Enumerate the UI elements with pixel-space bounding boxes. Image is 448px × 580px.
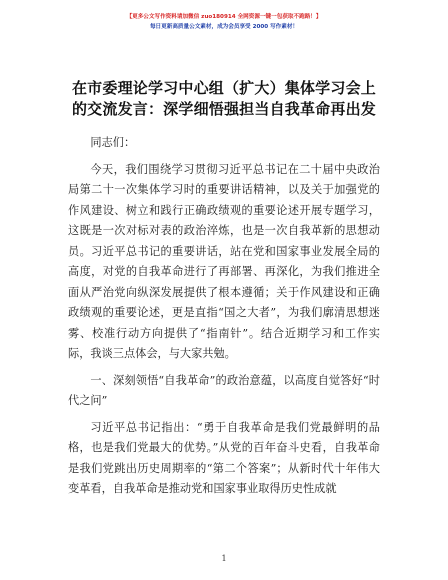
- greeting: 同志们：: [90, 136, 136, 149]
- document-body: [68, 133, 380, 506]
- promo-banner-line2: 每日更新高质量公文素材，成为会员享受 2000 写作素材！: [149, 24, 299, 30]
- paragraph-intro: 今天，我们围绕学习贯彻习近平总书记在二十届中央政治局第二十一次集体学习时的重要讲话精神，以及关于加强党的作风建设、树立和践行正确政绩观的重要论述开展专题学习，这既是一次对标对表的政治淬炼，也是一次自我革新的思想动员。习近平总书记的重要讲话，站在党和国家事业发展全局的高度，对党的自我革命进行了再部署、再深化，为我们推进全面从严治党向纵深发展提供了根本遵循；关于作风建设和正确政绩观的重要论述，更是直指“国之大者”，为我们廓清思想迷雾、校准行动方向提供了“指南针”。结合近期学习和工作实际，我谈三点体会，与大家共勉。: [68, 162, 380, 360]
- paragraph-section-1: 习近平总书记指出：“勇于自我革命是我们党最鲜明的品格，也是我们党最大的优势。”从党的百年奋斗史看，自我革命是我们党跳出历史周期率的“第二个答案”；从新时代十年伟大变革看，自我革命是推动党和国家事业取得历史性成就: [68, 420, 380, 495]
- title-line-1: 在市委理论学习中心组（扩大）集体学习会上: [71, 79, 376, 97]
- section-heading-1: 一、深刻领悟“自我革命”的政治意蕴，以高度自觉答好“时代之问”: [68, 373, 380, 407]
- title-line-2: 的交流发言：深学细悟强担当自我革命再出发: [71, 100, 376, 118]
- page-number: 1: [221, 554, 227, 563]
- promo-banner-line1: 【更多公文写作资料请加微信 zuo180914 全网资源一键一包获取不跑路！】: [126, 14, 322, 20]
- document-title: [52, 78, 396, 120]
- promo-banner: [0, 12, 448, 32]
